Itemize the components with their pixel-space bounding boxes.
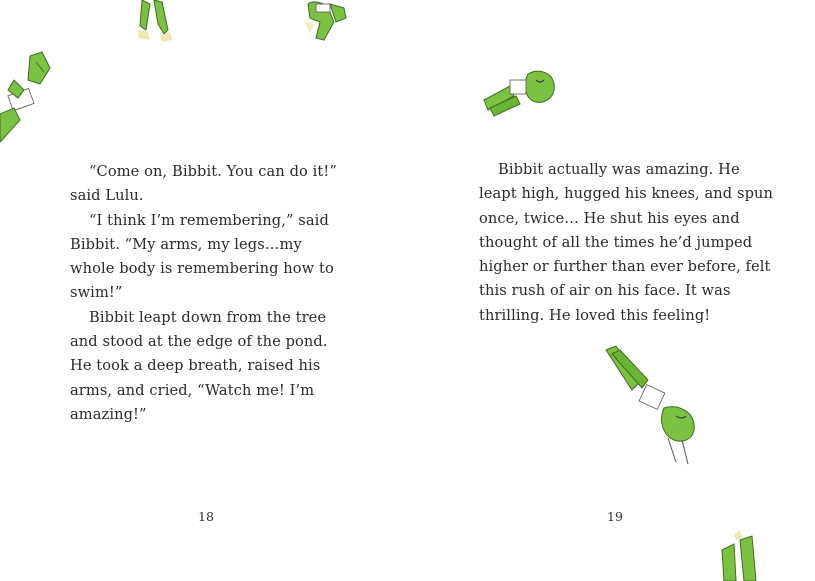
frog-legs-illustration xyxy=(132,0,174,46)
paragraph: Bibbit actually was amazing. He leapt high, hugged his knees, and spun once, twice… He shut his eyes and thought of all the times he’d jumped higher or further than ever before, felt this rush of air on his face. It was thrilling. He loved this feeling! xyxy=(479,161,774,324)
left-page-text xyxy=(70,160,350,427)
paragraph: “Come on, Bibbit. You can do it!” said Lulu. xyxy=(70,163,337,205)
page-number: 18 xyxy=(198,509,214,524)
frog-falling-illustration xyxy=(598,344,702,466)
right-page-text xyxy=(479,158,779,328)
frog-diving-illustration xyxy=(0,50,60,150)
frog-curled-illustration xyxy=(300,0,352,44)
frog-legs-bottom-illustration xyxy=(716,530,762,581)
paragraph: Bibbit leapt down from the tree and stood at the edge of the pond. He took a deep breath, raised his arms, and cried, “Watch me! I’m amazing!” xyxy=(70,308,328,423)
paragraph: “I think I’m remembering,” said Bibbit. “My arms, my legs…my whole body is remembering how to swim!” xyxy=(70,211,334,302)
left-page xyxy=(0,0,407,581)
right-page xyxy=(408,0,815,581)
frog-spinning-illustration xyxy=(480,66,560,122)
page-number: 19 xyxy=(607,509,623,524)
